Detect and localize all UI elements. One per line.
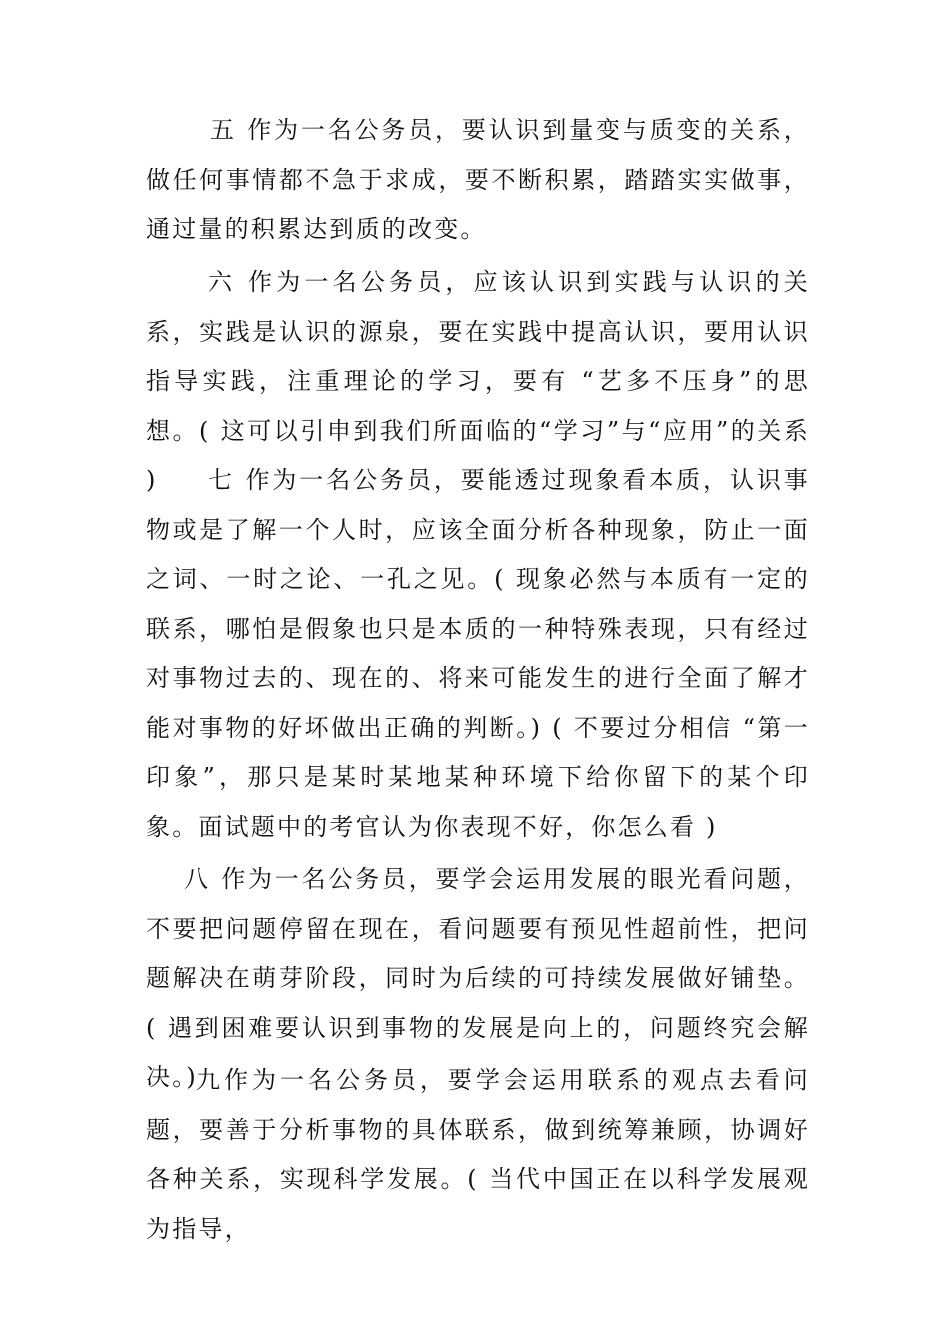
paragraph-number: 九 [196, 1066, 224, 1094]
paragraph-number: 七 [208, 466, 246, 494]
paragraph-text: 作为一名公务员，要认识到量变与质变的关系，做任何事情都不急于求成，要不断积累，踏踏实实做事，通过量的积累达到质的改变。 [146, 116, 810, 243]
paragraph-text: 作为一名公务员，要学会运用发展的眼光看问题，不要把问题停留在现在，看问题要有预见性超前性，把问题解决在萌芽阶段，同时为后续的可持续发展做好铺垫。( 遇到困难要认识到事物的发展是向上的，问题终究会解决。) [146, 865, 811, 1091]
paragraph-text: 作为一名公务员，应该认识到实践与认识的关系，实践是认识的源泉，要在实践中提高认识，要用认识指导实践，注重理论的学习，要有 “艺多不压身”的思想。( 这可以引申到我们所面临的“学习”与“应用”的关系 ) [146, 268, 811, 494]
paragraph-five [146, 106, 810, 255]
paragraph-number: 八 [184, 865, 222, 893]
paragraph-text: 作为一名公务员，要能透过现象看本质，认识事物或是了解一个人时，应该全面分析各种现象，防止一面之词、一时之论、一孔之见。( 现象必然与本质有一定的联系，哪怕是假象也只是本质的一种特殊表现，只有经过对事物过去的、现在的、将来可能发生的进行全面了解才能对事物的好坏做出正确的判断。) ( 不要过分相信 “第一印象”，那只是某时某地某种环境下给你留下的某个印象。面试题中的考官认为你表现不好，你怎么看 ) [146, 466, 810, 841]
paragraph-number: 六 [208, 268, 249, 296]
paragraph-number: 五 [210, 116, 248, 144]
paragraph-seven [146, 456, 810, 852]
paragraph-nine [146, 1056, 810, 1254]
paragraph-text: 作为一名公务员，要学会运用联系的观点去看问题，要善于分析事物的具体联系，做到统筹兼顾，协调好各种关系，实现科学发展。( 当代中国正在以科学发展观为指导， [146, 1066, 811, 1243]
